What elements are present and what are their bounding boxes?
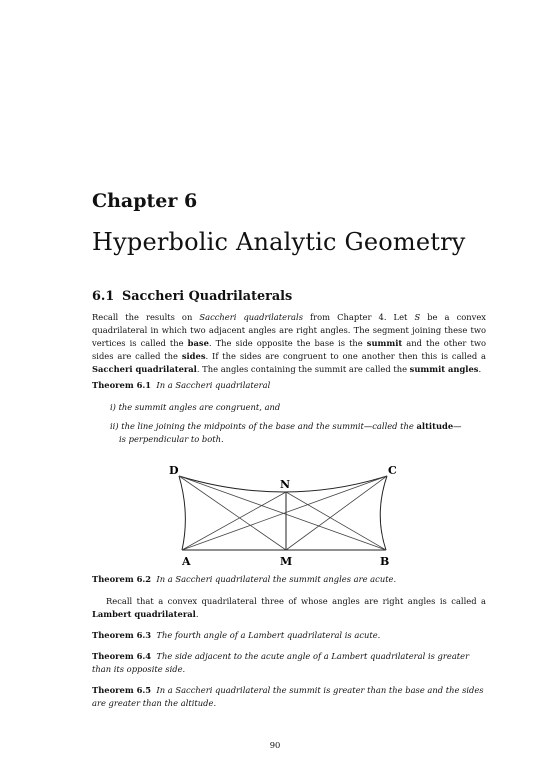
theorem-6-5: Theorem 6.5 In a Saccheri quadrilateral the summit is greater than the base and the sides are greater than the altitude. [92,685,484,709]
theorem-label: Theorem 6.1 [92,380,152,390]
left-side [179,476,185,550]
diagonal-an [182,492,286,550]
chapter-title: Hyperbolic Analytic Geometry [92,228,466,256]
section-title: Saccheri Quadrilaterals [122,289,293,304]
theorem-6-1 [92,379,486,392]
label-c: C [388,464,397,477]
page-number: 90 [269,740,281,750]
diagonal-bn [286,492,386,550]
diagonal-dm [179,476,286,550]
chapter-label: Chapter 6 [92,190,198,212]
theorem-6-3: Theorem 6.3 The fourth angle of a Lambert quadrilateral is acute. [92,630,381,640]
intro-paragraph: Recall the results on Saccheri quadrilaterals from Chapter 4. Let S be a convex quadrilateral in which two adjacent angles are right angles. The segment joining these two vertices is called the base. The side opposite the base is the summit and the other two sides are called the sides. If the sides are congruent to one another then this is called a Saccheri quadrilateral. The angles containing the summit are called the summit angles. [92,312,487,375]
lambert-paragraph: Recall that a convex quadrilateral three of whose angles are right angles is called a Lambert quadrilateral. [92,596,486,620]
label-a: A [182,555,191,568]
label-b: B [380,555,390,568]
label-d: D [169,464,179,477]
theorem-6-4: Theorem 6.4 The side adjacent to the acute angle of a Lambert quadrilateral is greater than its opposite side. [92,651,470,675]
label-m: M [280,555,293,568]
section-heading [92,289,292,304]
theorem-statement: In a Saccheri quadrilateral [156,380,271,390]
saccheri-figure [160,456,410,568]
section-number: 6.1 [92,289,115,304]
theorem-item-ii: ii) the line joining the midpoints of the base and the summit—called the altitude— is perpendicular to both. [110,421,462,445]
diagonal-cm [286,476,387,550]
label-n: N [280,478,291,491]
theorem-6-2: Theorem 6.2 In a Saccheri quadrilateral the summit angles are acute. [92,574,397,584]
theorem-item-i: i) the summit angles are congruent, and [110,402,281,412]
right-side [380,476,387,550]
